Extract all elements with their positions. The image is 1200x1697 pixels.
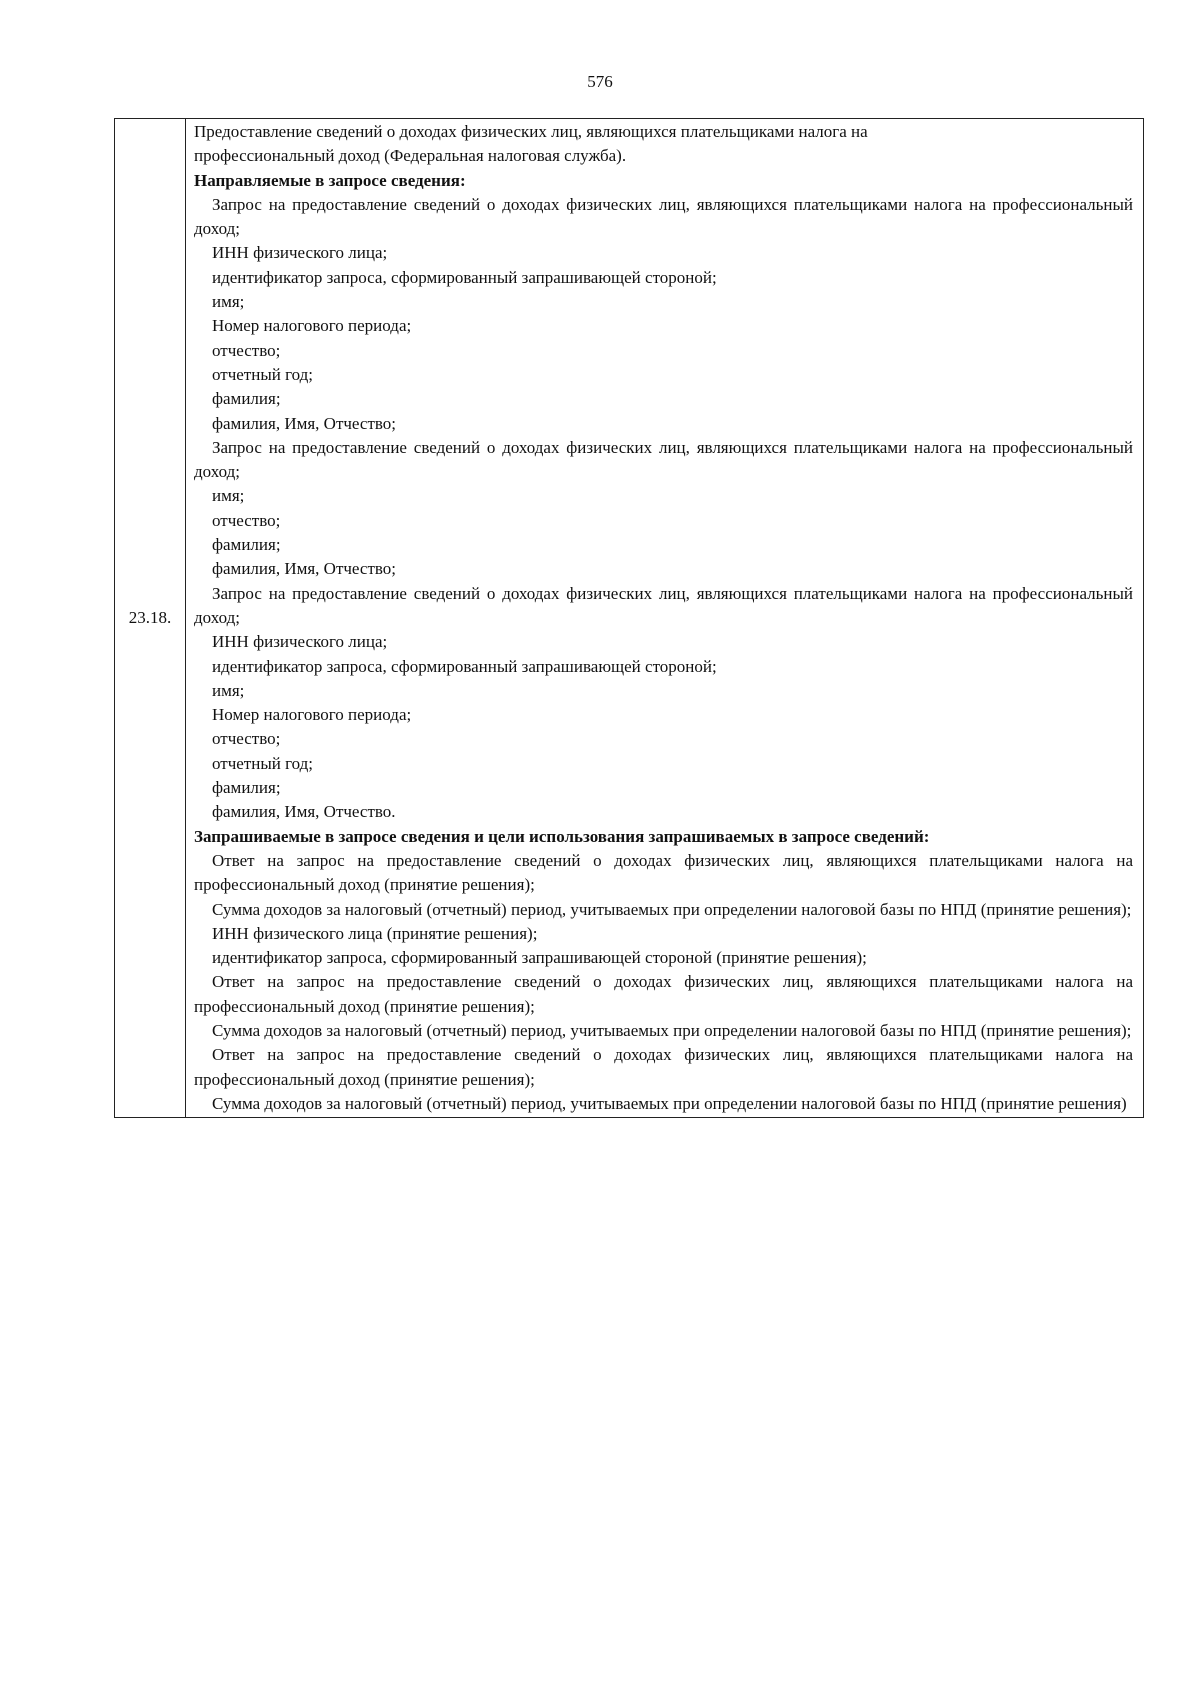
list-item: отчество; bbox=[212, 510, 281, 530]
list-item: Запрос на предоставление сведений о доходах физических лиц, являющихся плательщиками налога на профессиональный доход; bbox=[194, 437, 1133, 482]
list-item: имя; bbox=[212, 292, 245, 312]
list-item: Ответ на запрос на предоставление сведений о доходах физических лиц, являющихся плательщиками налога на профессиональный доход (принятие решения); bbox=[194, 850, 1133, 895]
list-item: Сумма доходов за налоговый (отчетный) период, учитываемых при определении налоговой базы по НПД (принятие решения); bbox=[212, 1020, 1132, 1040]
list-item: Номер налогового периода; bbox=[212, 316, 412, 336]
list-item: фамилия; bbox=[212, 778, 281, 798]
list-item: идентификатор запроса, сформированный запрашивающей стороной (принятие решения); bbox=[212, 948, 867, 968]
row-number: 23.18. bbox=[115, 119, 186, 1118]
row-title-line: Предоставление сведений о доходах физических лиц, являющихся плательщиками налога на bbox=[194, 122, 868, 141]
sent-data-heading: Направляемые в запросе сведения: bbox=[194, 170, 466, 190]
list-item: отчество; bbox=[212, 340, 281, 360]
row-content bbox=[186, 119, 1144, 1118]
list-item: фамилия; bbox=[212, 389, 281, 409]
list-item: идентификатор запроса, сформированный запрашивающей стороной; bbox=[212, 267, 717, 287]
list-item: ИНН физического лица (принятие решения); bbox=[212, 923, 538, 943]
list-item: отчетный год; bbox=[212, 753, 314, 773]
document-table bbox=[114, 118, 1144, 1118]
list-item: имя; bbox=[212, 486, 245, 506]
list-item: отчетный год; bbox=[212, 364, 314, 384]
list-item: Ответ на запрос на предоставление сведений о доходах физических лиц, являющихся плательщиками налога на профессиональный доход (принятие решения); bbox=[194, 1045, 1133, 1089]
list-item: фамилия, Имя, Отчество. bbox=[212, 802, 396, 822]
list-item: Запрос на предоставление сведений о доходах физических лиц, являющихся плательщиками налога на профессиональный доход; bbox=[194, 194, 1133, 239]
list-item: Запрос на предоставление сведений о доходах физических лиц, являющихся плательщиками налога на профессиональный доход; bbox=[194, 583, 1133, 627]
requested-data-heading: Запрашиваемые в запросе сведения и цели использования запрашиваемых в запросе сведений: bbox=[194, 826, 930, 846]
list-item: Сумма доходов за налоговый (отчетный) период, учитываемых при определении налоговой базы по НПД (принятие решения) bbox=[212, 1093, 1127, 1113]
list-item: Сумма доходов за налоговый (отчетный) период, учитываемых при определении налоговой базы по НПД (принятие решения); bbox=[212, 899, 1132, 919]
list-item: фамилия, Имя, Отчество; bbox=[212, 559, 397, 579]
sent-data-list bbox=[194, 193, 1133, 825]
table-row bbox=[115, 119, 1144, 1118]
list-item: фамилия, Имя, Отчество; bbox=[212, 413, 397, 433]
list-item: ИНН физического лица; bbox=[212, 632, 388, 652]
list-item: отчество; bbox=[212, 729, 281, 749]
list-item: Номер налогового периода; bbox=[212, 705, 412, 725]
list-item: имя; bbox=[212, 680, 245, 700]
list-item: фамилия; bbox=[212, 535, 281, 555]
list-item: Ответ на запрос на предоставление сведений о доходах физических лиц, являющихся плательщиками налога на профессиональный доход (принятие решения); bbox=[194, 972, 1133, 1016]
list-item: ИНН физического лица; bbox=[212, 243, 388, 263]
list-item: идентификатор запроса, сформированный запрашивающей стороной; bbox=[212, 656, 717, 676]
page-number: 576 bbox=[587, 72, 613, 91]
row-title-line: профессиональный доход (Федеральная налоговая служба). bbox=[194, 146, 627, 166]
requested-data-list bbox=[194, 849, 1133, 1116]
